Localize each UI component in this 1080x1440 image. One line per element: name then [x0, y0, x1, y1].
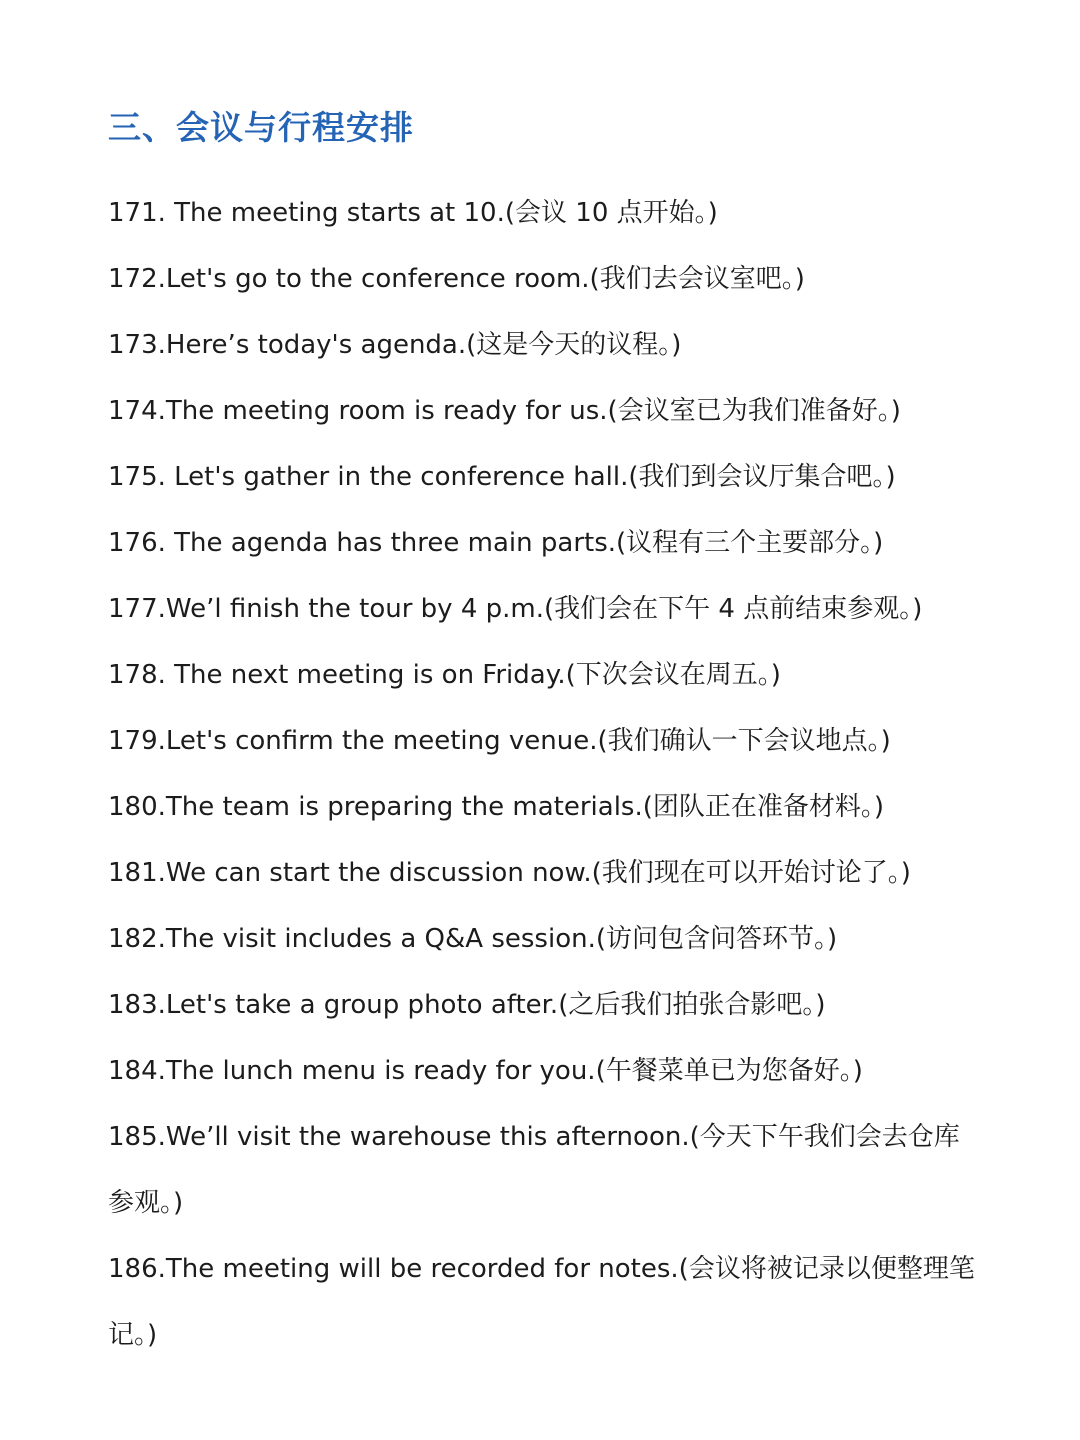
phrase-list: [108, 180, 978, 1368]
phrase-176: 176. The agenda has three main parts.(议程有三个主要部分。): [108, 528, 884, 558]
phrase-180: 180.The team is preparing the materials.(团队正在准备材料。): [108, 792, 885, 822]
phrase-186: 186.The meeting will be recorded for notes.(会议将被记录以便整理笔记。): [108, 1254, 975, 1350]
phrase-183: 183.Let's take a group photo after.(之后我们拍张合影吧。): [108, 990, 826, 1020]
phrase-182: 182.The visit includes a Q&A session.(访问包含问答环节。): [108, 924, 838, 954]
phrase-177: 177.We’l finish the tour by 4 p.m.(我们会在下午 4 点前结束参观。): [108, 594, 923, 624]
phrase-179: 179.Let's confirm the meeting venue.(我们确认一下会议地点。): [108, 726, 891, 756]
phrase-172: 172.Let's go to the conference room.(我们去会议室吧。): [108, 264, 805, 294]
phrase-175: 175. Let's gather in the conference hall.(我们到会议厅集合吧。): [108, 462, 896, 492]
phrase-181: 181.We can start the discussion now.(我们现在可以开始讨论了。): [108, 858, 911, 888]
section-title: 三、会议与行程安排: [108, 108, 414, 147]
phrase-174: 174.The meeting room is ready for us.(会议室已为我们准备好。): [108, 396, 901, 426]
phrase-173: 173.Here’s today's agenda.(这是今天的议程。): [108, 330, 682, 360]
phrase-171: 171. The meeting starts at 10.(会议 10 点开始。): [108, 198, 718, 228]
phrase-184: 184.The lunch menu is ready for you.(午餐菜单已为您备好。): [108, 1056, 863, 1086]
phrase-178: 178. The next meeting is on Friday.(下次会议在周五。): [108, 660, 781, 690]
phrase-185: 185.We’ll visit the warehouse this afternoon.(今天下午我们会去仓库参观。): [108, 1122, 960, 1218]
